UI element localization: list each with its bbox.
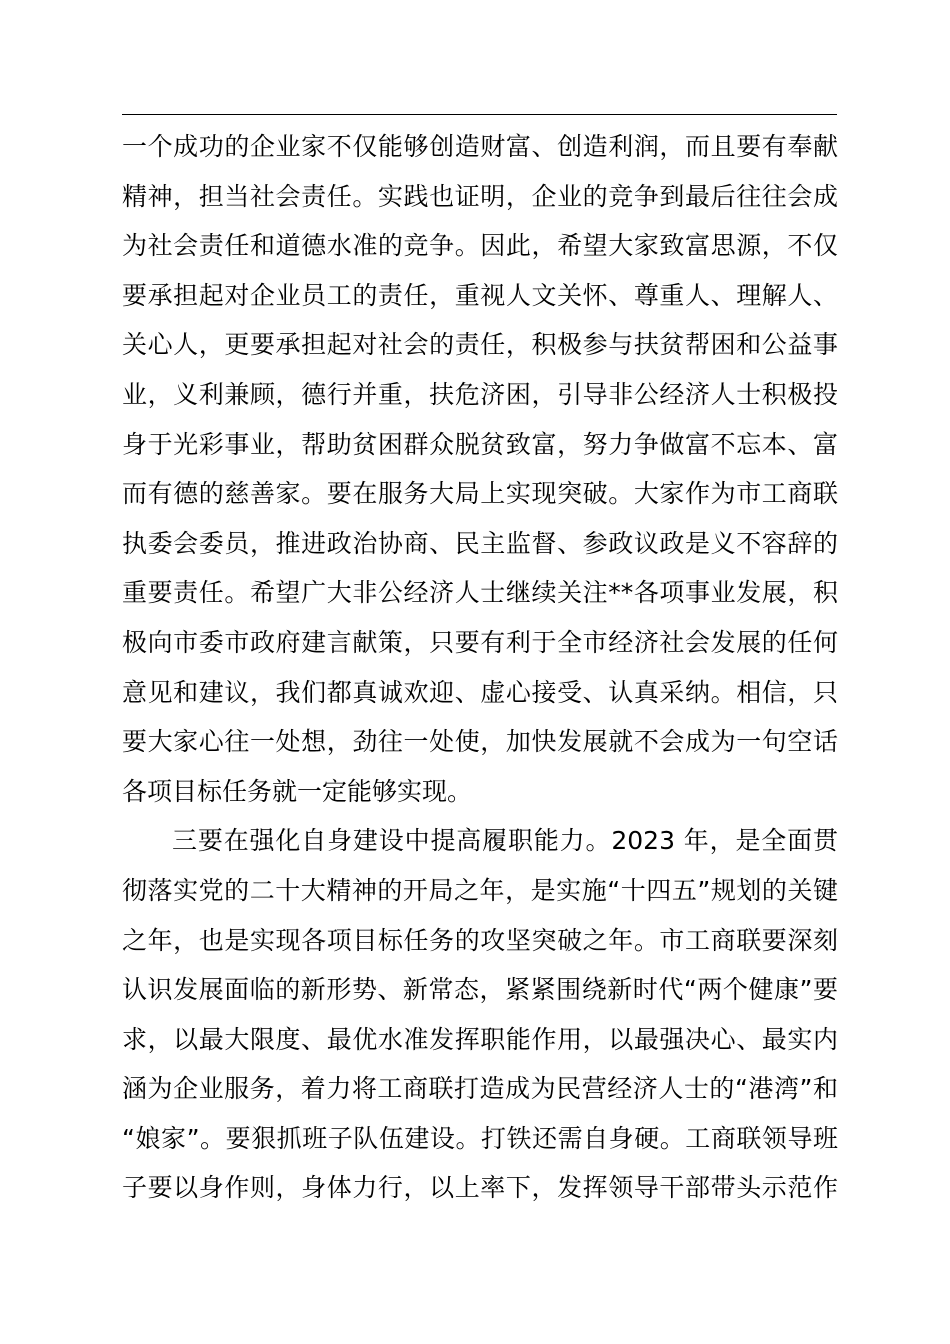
header-rule: [122, 114, 837, 115]
text-line: 重要责任。希望广大非公经济人士继续关注**各项事业发展，积: [122, 578, 838, 608]
text-line: 彻落实党的二十大精神的开局之年，是实施“十四五”规划的关键: [122, 875, 838, 905]
text-line: 精神，担当社会责任。实践也证明，企业的竞争到最后往往会成: [122, 181, 838, 211]
text-line: 为社会责任和道德水准的竞争。因此，希望大家致富思源，不仅: [122, 231, 838, 261]
text-line: 意见和建议，我们都真诚欢迎、虚心接受、认真采纳。相信，只: [122, 677, 838, 707]
text-line: 之年，也是实现各项目标任务的攻坚突破之年。市工商联要深刻: [122, 925, 838, 955]
text-line: 要大家心往一处想，劲往一处使，加快发展就不会成为一句空话: [122, 727, 838, 757]
text-line: 执委会委员，推进政治协商、民主监督、参政议政是义不容辞的: [122, 528, 838, 558]
text-line: 一个成功的企业家不仅能够创造财富、创造利润，而且要有奉献: [122, 132, 838, 161]
paragraph-end-line: 各项目标任务就一定能够实现。: [122, 776, 473, 806]
text-line: 极向市委市政府建言献策，只要有利于全市经济社会发展的任何: [122, 627, 838, 657]
text-line: 业，义利兼顾，德行并重，扶危济困，引导非公经济人士积极投: [122, 379, 838, 409]
text-line: 求，以最大限度、最优水准发挥职能作用，以最强决心、最实内: [122, 1024, 838, 1054]
text-line: 涵为企业服务，着力将工商联打造成为民营经济人士的“港湾”和: [122, 1074, 838, 1104]
paragraph-start-line: 三要在强化自身建设中提高履职能力。2023 年，是全面贯: [172, 826, 838, 856]
text-line: 关心人，更要承担起对社会的责任，积极参与扶贫帮困和公益事: [122, 330, 838, 360]
text-line: “娘家”。要狠抓班子队伍建设。打铁还需自身硬。工商联领导班: [122, 1123, 838, 1153]
body-text: [122, 122, 838, 1213]
text-line: 身于光彩事业，帮助贫困群众脱贫致富，努力争做富不忘本、富: [122, 429, 838, 459]
text-line: 子要以身作则，身体力行，以上率下，发挥领导干部带头示范作: [122, 1173, 838, 1203]
text-line: 而有德的慈善家。要在服务大局上实现突破。大家作为市工商联: [122, 479, 838, 509]
text-line: 要承担起对企业员工的责任，重视人文关怀、尊重人、理解人、: [122, 280, 838, 310]
text-line: 认识发展面临的新形势、新常态，紧紧围绕新时代“两个健康”要: [122, 975, 838, 1005]
